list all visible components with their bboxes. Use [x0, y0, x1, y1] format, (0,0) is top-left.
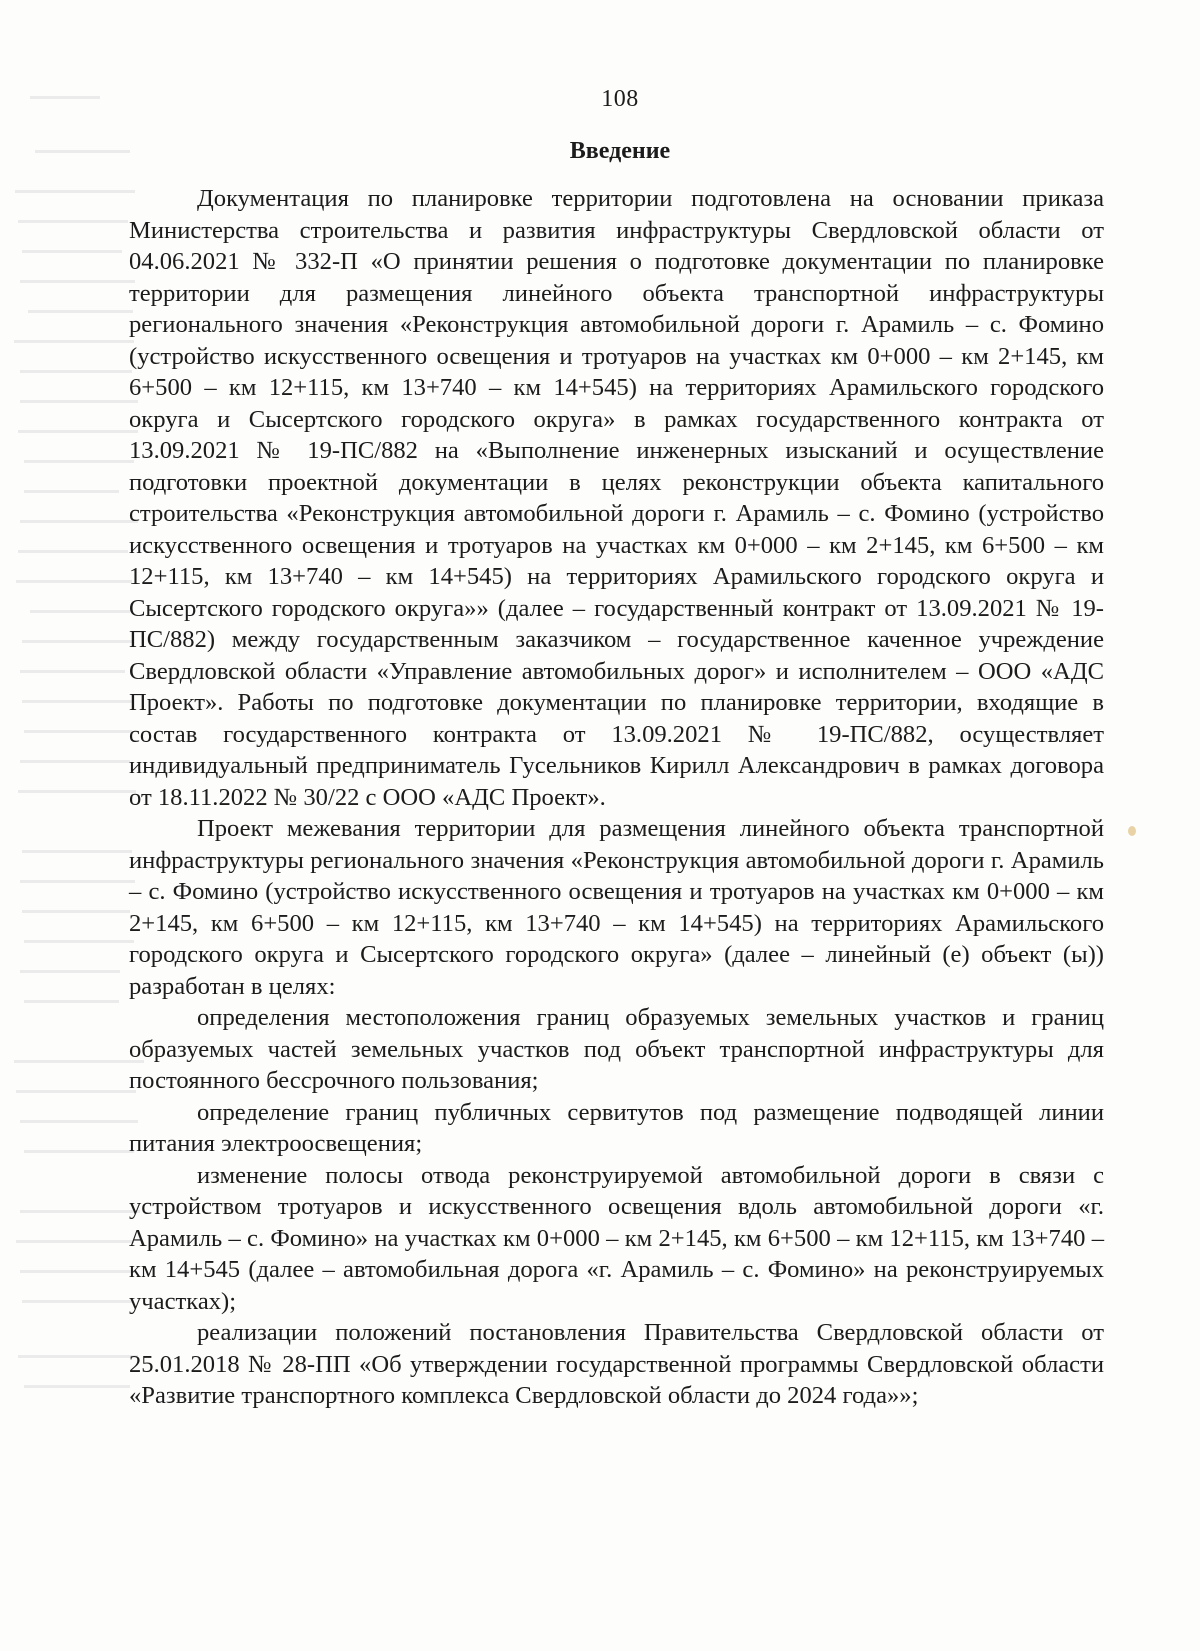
document-body — [129, 183, 1104, 1412]
paragraph-intro: Документация по планировке территории подготовлена на основании приказа Министерства строительства и развития инфраструктуры Свердловской области от 04.06.2021 № 332-П «О принятии решения о подготовке документации по планировке территории для размещения линейного объекта транспортной инфраструктуры регионального значения «Реконструкция автомобильной дороги г. Арамиль – с. Фомино (устройство искусственного освещения и тротуаров на участках км 0+000 – км 2+145, км 6+500 – км 12+115, км 13+740 – км 14+545) на территориях Арамильского городского округа и Сысертского городского округа» в рамках государственного контракта от 13.09.2021 № 19-ПС/882 на «Выполнение инженерных изысканий и осуществление подготовки проектной документации в целях реконструкции объекта капитального строительства «Реконструкция автомобильной дороги г. Арамиль – с. Фомино (устройство искусственного освещения и тротуаров на участках км 0+000 – км 2+145, км 6+500 – км 12+115, км 13+740 – км 14+545) на территориях Арамильского городского округа и Сысертского городского округа»» (далее – государственный контракт от 13.09.2021 № 19-ПС/882) между государственным заказчиком – государственное каченное учреждение Свердловской области «Управление автомобильных дорог» и исполнителем – ООО «АДС Проект». Работы по подготовке документации по планировке территории, входящие в состав государственного контракта от 13.09.2021 № 19-ПС/882, осуществляет индивидуальный предприниматель Гусельников Кирилл Александрович в рамках договора от 18.11.2022 № 30/22 с ООО «АДС Проект». — [129, 185, 1104, 811]
paragraph-goal-servitudes: определение границ публичных сервитутов под размещение подводящей линии питания электроосвещения; — [129, 1098, 1104, 1157]
paragraph-goal-right-of-way: изменение полосы отвода реконструируемой автомобильной дороги в связи с устройством тротуаров и искусственного освещения вдоль автомобильной дороги «г. Арамиль – с. Фомино» на участках км 0+000 – км 2+145, км 6+500 – км 12+115, км 13+740 – км 14+545 (далее – автомобильная дорога «г. Арамиль – с. Фомино» на реконструируемых участках); — [129, 1161, 1104, 1315]
page-number: 108 — [601, 86, 639, 112]
paragraph-goal-program: реализации положений постановления Правительства Свердловской области от 25.01.2018 № 28-ПП «Об утверждении государственной программы Свердловской области «Развитие транспортного комплекса Свердловской области до 2024 года»»; — [129, 1319, 1104, 1409]
paragraph-purpose: Проект межевания территории для размещения линейного объекта транспортной инфраструктуры регионального значения «Реконструкция автомобильной дороги г. Арамиль – с. Фомино (устройство искусственного освещения и тротуаров на участках км 0+000 – км 2+145, км 6+500 – км 12+115, км 13+740 – км 14+545) на территориях Арамильского городского округа и Сысертского городского округа» (далее – линейный (е) объект (ы)) разработан в целях: — [129, 815, 1104, 1000]
paragraph-goal-boundaries: определения местоположения границ образуемых земельных участков и границ образуемых частей земельных участков под объект транспортной инфраструктуры для постоянного бессрочного пользования; — [129, 1004, 1104, 1094]
paper-speck — [1128, 826, 1136, 836]
section-heading: Введение — [569, 138, 671, 164]
